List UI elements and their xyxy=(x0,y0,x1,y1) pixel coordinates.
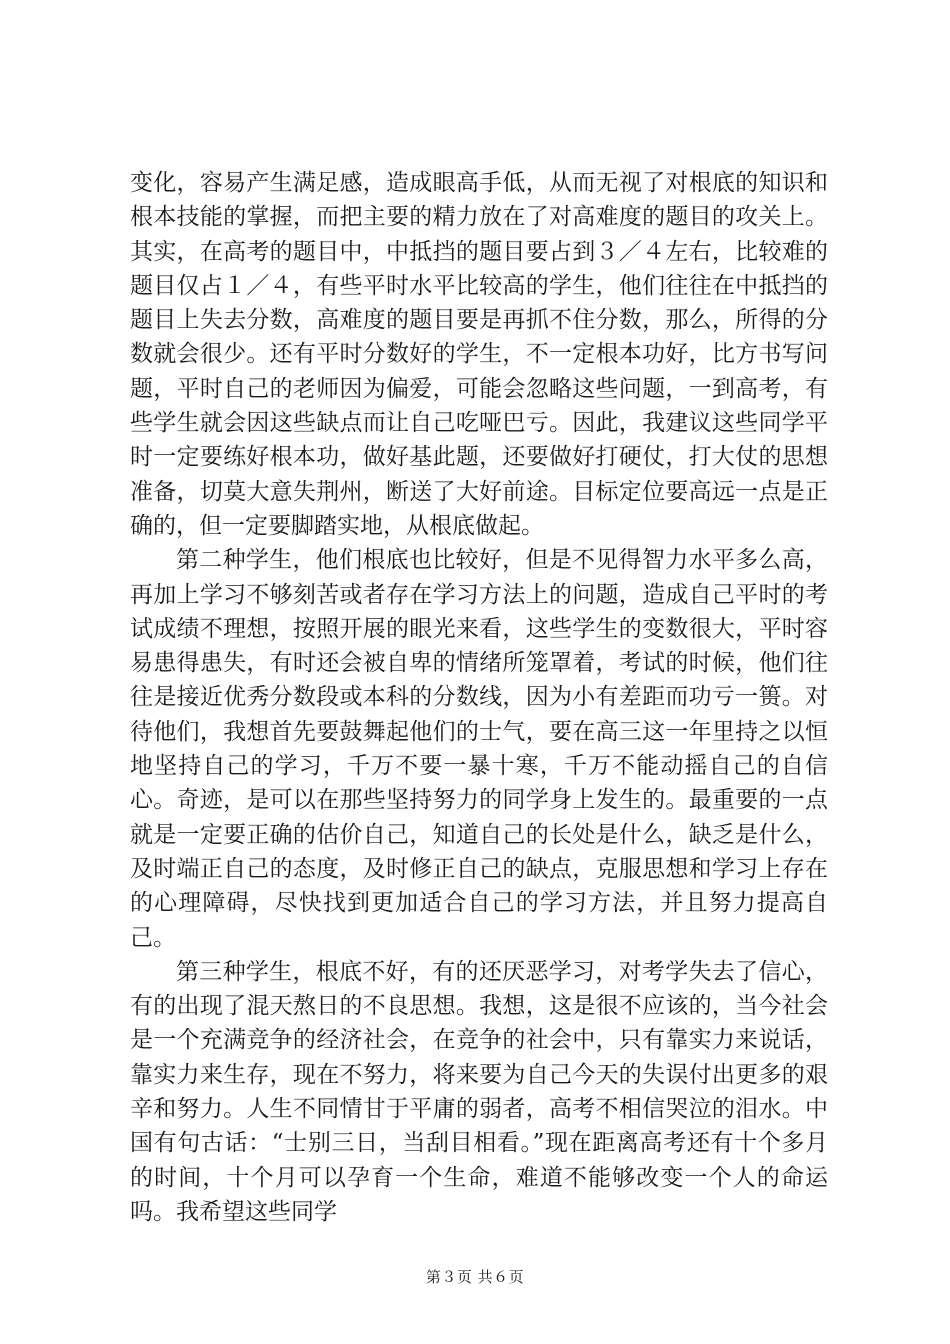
paragraph-3: 第三种学生，根底不好，有的还厌恶学习，对考学失去了信心，有的出现了混天熬日的不良思想。我想，这是很不应该的，当今社会是一个充满竞争的经济社会，在竞争的社会中，只有靠实力来说话，靠实力来生存，现在不努力，将来要为自己今天的失误付出更多的艰辛和努力。人生不同情甘于平庸的弱者，高考不相信哭泣的泪水。中国有句古话：“士别三日，当刮目相看。”现在距离高考还有十个多月的时间，十个月可以孕育一个生命，难道不能够改变一个人的命运吗。我希望这些同学 xyxy=(130,958,828,1225)
body-text xyxy=(130,166,828,1229)
paragraph-2: 第二种学生，他们根底也比较好，但是不见得智力水平多么高，再加上学习不够刻苦或者存在学习方法上的问题，造成自己平时的考试成绩不理想，按照开展的眼光来看，这些学生的变数很大，平时容易患得患失，有时还会被自卑的情绪所笼罩着，考试的时候，他们往往是接近优秀分数段或本科的分数线，因为小有差距而功亏一篑。对待他们，我想首先要鼓舞起他们的士气，要在高三这一年里持之以恒地坚持自己的学习，千万不要一暴十寒，千万不能动摇自己的自信心。奇迹，是可以在那些坚持努力的同学身上发生的。最重要的一点就是一定要正确的估价自己，知道自己的长处是什么，缺乏是什么，及时端正自己的态度，及时修正自己的缺点，克服思想和学习上存在的心理障碍，尽快找到更加适合自己的学习方法，并且努力提高自己。 xyxy=(130,547,828,951)
paragraph-1: 变化，容易产生满足感，造成眼高手低，从而无视了对根底的知识和根本技能的掌握，而把主要的精力放在了对高难度的题目的攻关上。其实，在高考的题目中，中抵挡的题目要占到３／４左右，比较难的题目仅占１／４，有些平时水平比较高的学生，他们往往在中抵挡的题目上失去分数，高难度的题目要是再抓不住分数，那么，所得的分数就会很少。还有平时分数好的学生，不一定根本功好，比方书写问题，平时自己的老师因为偏爱，可能会忽略这些问题，一到高考，有些学生就会因这些缺点而让自己吃哑巴亏。因此，我建议这些同学平时一定要练好根本功，做好基此题，还要做好打硬仗，打大仗的思想准备，切莫大意失荆州，断送了大好前途。目标定位要高远一点是正确的，但一定要脚踏实地，从根底做起。 xyxy=(130,170,828,539)
page-number-footer: 第３页 共６页 xyxy=(425,1268,525,1286)
